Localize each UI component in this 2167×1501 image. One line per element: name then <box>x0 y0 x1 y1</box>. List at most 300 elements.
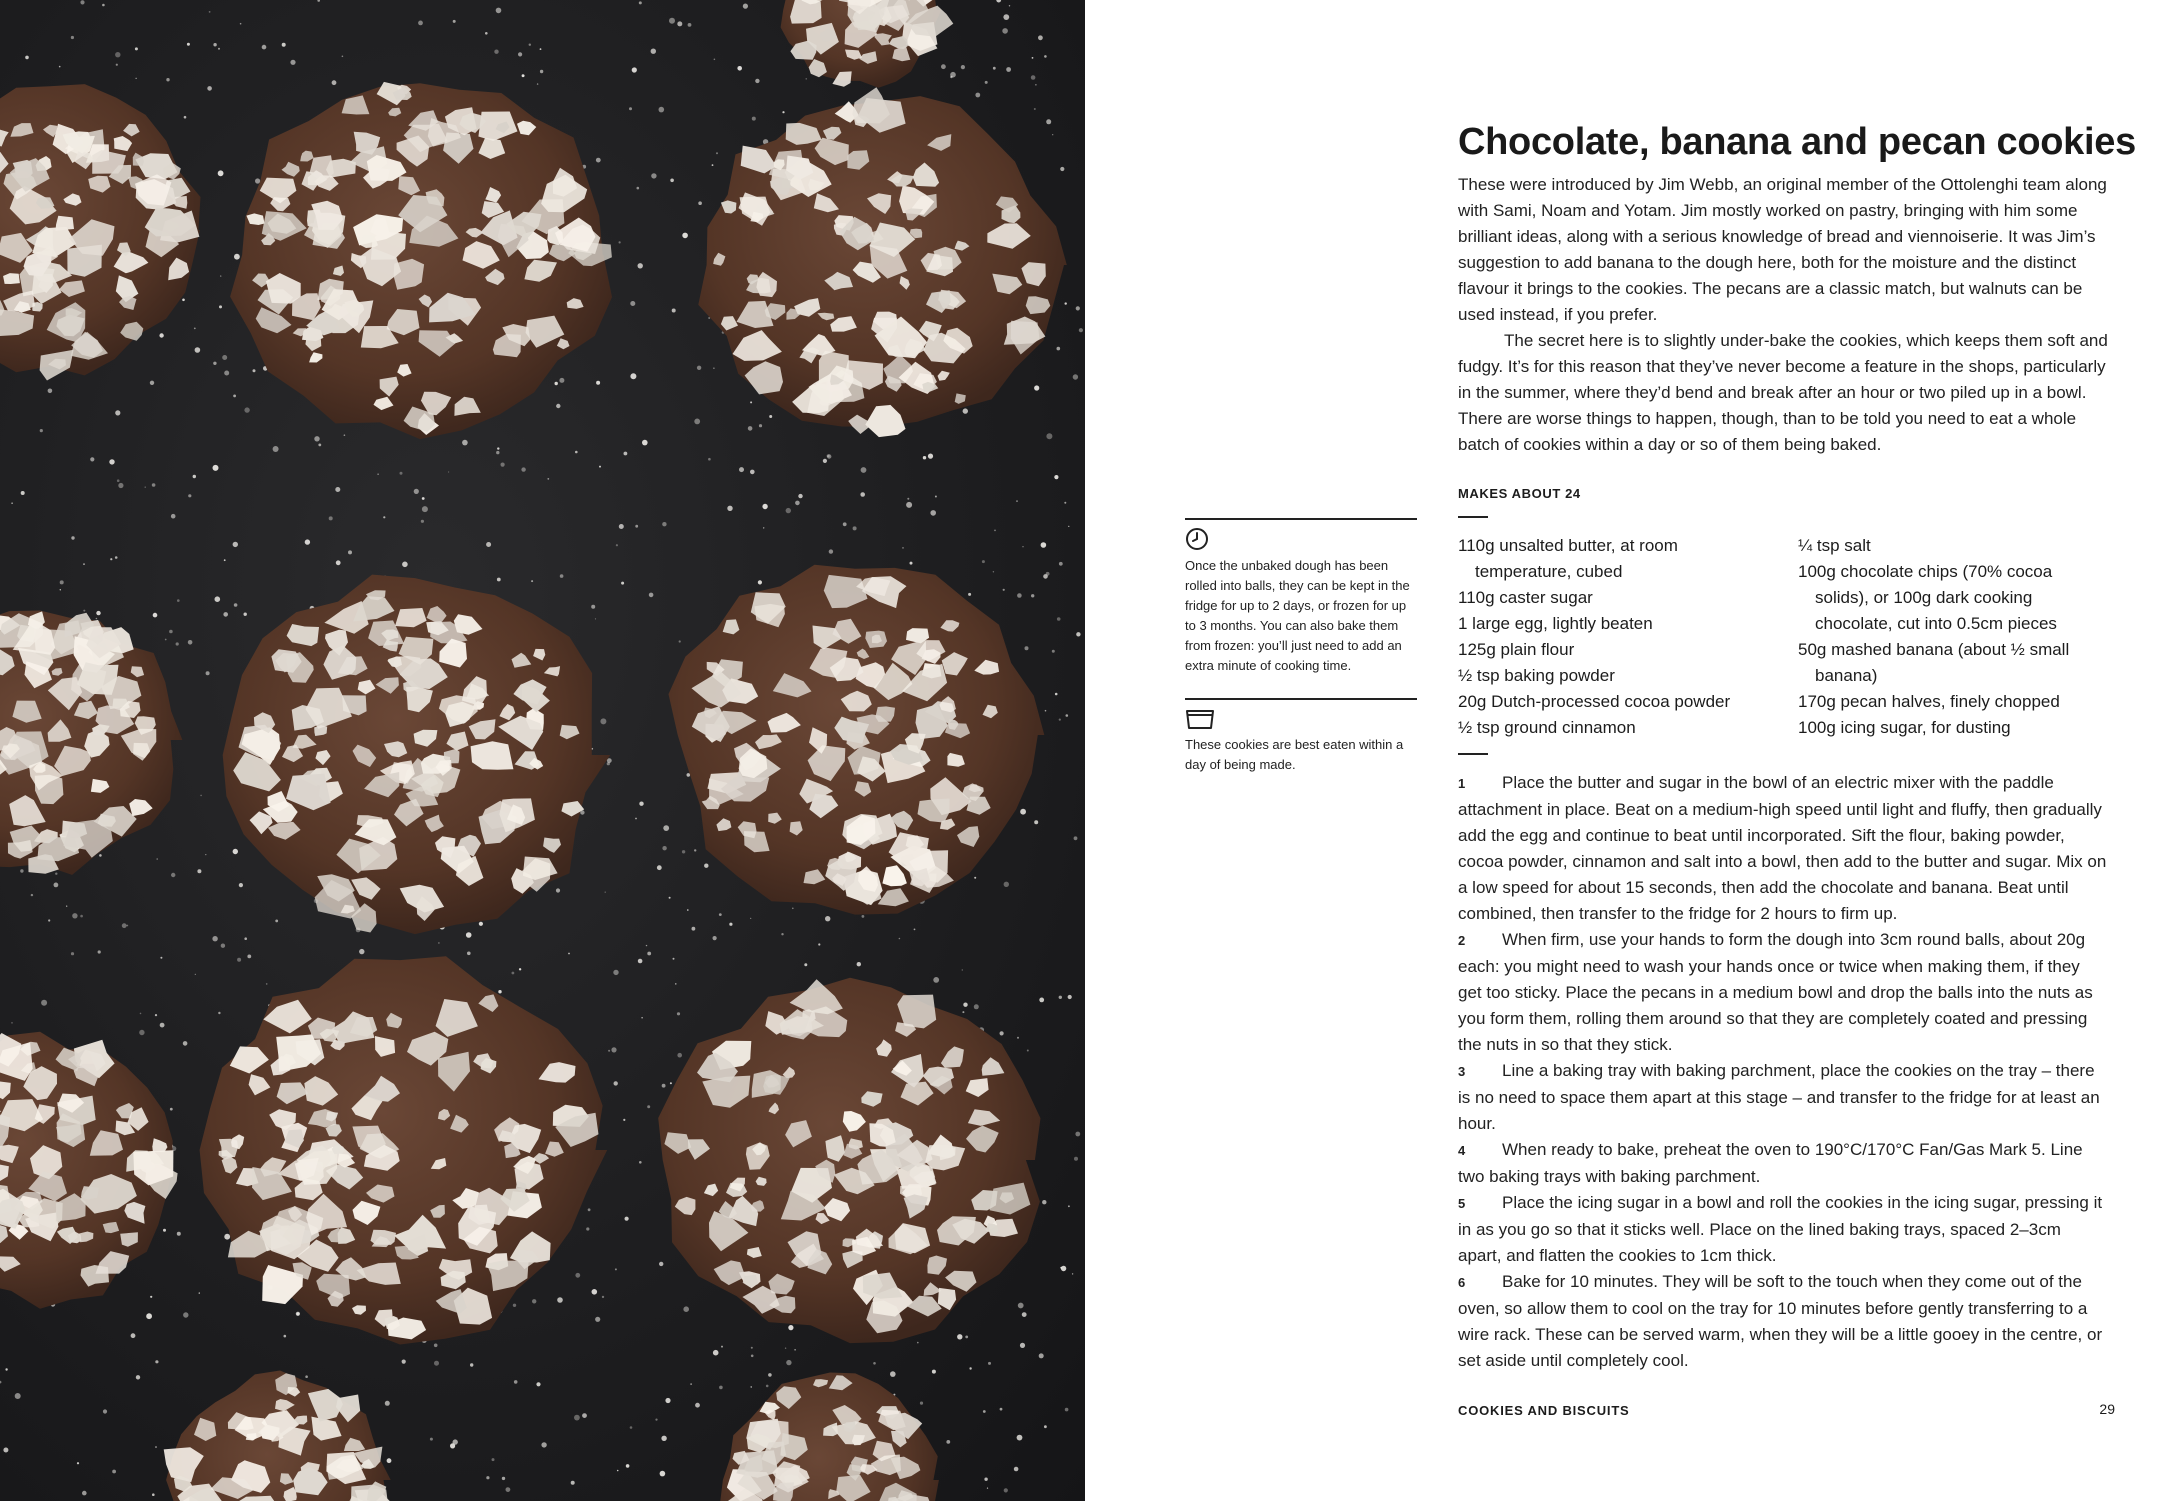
sugar-speck <box>853 526 857 530</box>
sugar-speck <box>5 1368 7 1370</box>
sugar-speck <box>697 366 701 370</box>
sugar-speck <box>522 74 525 77</box>
sugar-speck <box>568 953 570 955</box>
sugar-speck <box>621 582 624 585</box>
sugar-speck <box>1054 475 1058 479</box>
sugar-speck <box>305 539 310 544</box>
sugar-speck <box>462 440 468 446</box>
sugar-speck <box>695 1403 700 1408</box>
sugar-speck <box>737 66 742 71</box>
sugar-speck <box>630 301 635 306</box>
sugar-speck <box>1003 14 1009 20</box>
sugar-speck <box>1072 1273 1073 1274</box>
ingredient-item: ¼ tsp salt <box>1798 536 1871 555</box>
sugar-speck <box>126 925 128 927</box>
sugar-speck <box>556 404 560 408</box>
sugar-speck <box>206 671 210 675</box>
sugar-speck <box>794 1349 796 1351</box>
sugar-speck <box>25 56 29 60</box>
sugar-speck <box>547 478 549 480</box>
sugar-speck <box>962 969 963 970</box>
sugar-speck <box>647 952 651 956</box>
sugar-speck <box>662 1084 666 1088</box>
sugar-speck <box>751 1355 754 1358</box>
sugar-speck <box>1034 385 1039 390</box>
sugar-speck <box>708 458 711 461</box>
sugar-speck <box>804 963 807 966</box>
sugar-speck <box>1025 646 1029 650</box>
sugar-speck <box>223 612 228 617</box>
sugar-speck <box>1075 1132 1080 1137</box>
freshness-note: These cookies are best eaten within a day of being made. <box>1185 737 1404 772</box>
sugar-speck <box>983 1410 986 1413</box>
sugar-speck <box>512 972 515 975</box>
sugar-speck <box>453 1439 458 1444</box>
sugar-speck <box>592 1289 598 1295</box>
sugar-speck <box>135 47 138 50</box>
sugar-speck <box>159 333 163 337</box>
sugar-speck <box>41 1000 47 1006</box>
sugar-speck <box>957 1334 962 1339</box>
sugar-speck <box>297 1313 299 1315</box>
sugar-speck <box>917 1342 919 1344</box>
sugar-speck <box>660 1471 666 1477</box>
sugar-speck <box>586 1227 589 1230</box>
sugar-speck <box>1003 589 1005 591</box>
sugar-speck <box>713 936 717 940</box>
sugar-speck <box>638 263 643 268</box>
sugar-speck <box>694 849 696 851</box>
sugar-speck <box>556 888 560 892</box>
sugar-chunk <box>471 741 514 769</box>
sugar-speck <box>672 309 676 313</box>
sugar-speck <box>224 1234 230 1240</box>
sugar-speck <box>183 1312 188 1317</box>
sugar-speck <box>197 869 201 873</box>
sugar-speck <box>605 892 606 893</box>
sugar-speck <box>619 241 621 243</box>
sugar-speck <box>273 446 279 452</box>
sugar-speck <box>284 1335 287 1338</box>
sugar-speck <box>996 0 1001 3</box>
sugar-speck <box>582 1413 587 1418</box>
sugar-speck <box>669 897 671 899</box>
sugar-speck <box>994 530 996 532</box>
sugar-speck <box>984 1478 987 1481</box>
sugar-speck <box>169 630 173 634</box>
sugar-speck <box>625 1217 629 1221</box>
sugar-speck <box>683 1306 689 1312</box>
sugar-speck <box>213 362 216 365</box>
sugar-speck <box>595 618 596 619</box>
sugar-speck <box>336 560 341 565</box>
sugar-speck <box>639 1161 642 1164</box>
sugar-speck <box>619 524 624 529</box>
sugar-speck <box>156 858 158 860</box>
sugar-speck <box>825 916 830 921</box>
sugar-speck <box>1052 134 1053 135</box>
sugar-speck <box>930 510 936 516</box>
sugar-speck <box>377 474 378 475</box>
cookie <box>0 84 201 380</box>
sugar-speck <box>611 1047 616 1052</box>
sugar-speck <box>60 580 64 584</box>
sugar-speck <box>494 50 498 54</box>
sugar-speck <box>920 1402 923 1405</box>
sugar-speck <box>521 467 525 471</box>
sugar-speck <box>359 949 364 954</box>
sugar-speck <box>786 1360 791 1365</box>
sugar-speck <box>963 408 968 413</box>
sugar-speck <box>595 1317 600 1322</box>
sugar-speck <box>513 1304 516 1307</box>
sugar-speck <box>1042 1200 1046 1204</box>
sugar-speck <box>617 1470 619 1472</box>
sugar-speck <box>383 516 385 518</box>
sugar-speck <box>109 459 114 464</box>
ingredient-item: 100g icing sugar, for dusting <box>1798 718 2011 737</box>
sugar-speck <box>195 347 201 353</box>
recipe-page <box>1085 0 2167 1501</box>
sugar-speck <box>115 52 120 57</box>
sugar-speck <box>222 355 227 360</box>
sugar-speck <box>1074 836 1078 840</box>
sugar-speck <box>1027 1050 1029 1052</box>
step-text: Place the icing sugar in a bowl and roll the cookies in the icing sugar, pressing it in as you go so that it sticks well. Place on the lined baking trays, spaced 2–3cm apart, and flatten the cookies to 1cm thick. <box>1458 1193 2103 1265</box>
divider <box>1458 516 1488 518</box>
sugar-speck <box>329 516 333 520</box>
sugar-speck <box>657 865 662 870</box>
sugar-speck <box>66 906 67 907</box>
sugar-speck <box>659 1262 663 1266</box>
sugar-speck <box>183 1041 188 1046</box>
sugar-speck <box>629 107 632 110</box>
sugar-speck <box>318 444 321 447</box>
sugar-speck <box>244 407 249 412</box>
sugar-speck <box>221 944 225 948</box>
sugar-speck <box>560 574 564 578</box>
sugar-speck <box>829 549 833 553</box>
sugar-speck <box>540 70 543 73</box>
sugar-speck <box>785 1348 786 1349</box>
cookie-body <box>200 956 608 1344</box>
sugar-speck <box>48 919 50 921</box>
sugar-speck <box>599 466 601 468</box>
sugar-speck <box>188 494 191 497</box>
sugar-speck <box>519 968 521 970</box>
sugar-speck <box>140 1013 142 1015</box>
method-step <box>1458 1269 2108 1374</box>
sugar-speck <box>1017 593 1022 598</box>
sugar-speck <box>782 111 784 113</box>
sugar-speck <box>716 152 718 154</box>
sugar-speck <box>961 65 965 69</box>
sugar-speck <box>3 1448 8 1453</box>
sugar-speck <box>418 21 423 26</box>
sugar-speck <box>348 550 352 554</box>
sugar-speck <box>788 1325 793 1330</box>
sugar-speck <box>1076 306 1080 310</box>
sugar-speck <box>165 639 167 641</box>
sugar-speck <box>1045 710 1047 712</box>
sugar-speck <box>975 93 980 98</box>
sugar-speck <box>317 0 320 2</box>
sugar-speck <box>923 456 926 459</box>
sugar-speck <box>559 378 564 383</box>
sugar-speck <box>155 1446 157 1448</box>
step-text: Bake for 10 minutes. They will be soft to the touch when they come out of the oven, so allow them to cool on the tray for 10 minutes before gently transferring to a wire rack. These can be served warm, when they will be a little gooey in the centre, or set aside until completely cool. <box>1458 1272 2103 1370</box>
sugar-speck <box>661 1436 666 1441</box>
sugar-speck <box>806 78 807 79</box>
ingredient-item: 110g unsalted butter, at room temperature, cubed <box>1458 536 1678 581</box>
sugar-speck <box>213 43 216 46</box>
cookie-body <box>223 575 611 935</box>
sugar-speck <box>72 913 77 918</box>
sugar-speck <box>501 463 505 467</box>
sugar-speck <box>71 952 74 955</box>
sugar-speck <box>112 1470 116 1474</box>
sugar-speck <box>244 937 247 940</box>
cookie <box>164 1371 396 1501</box>
intro-paragraph: These were introduced by Jim Webb, an original member of the Ottolenghi team along with Sami, Noam and Yotam. Jim mostly worked on pastry, bringing with him some brilliant ideas, along with a serious knowledge of bread and viennoiserie. It was Jim’s suggestion to add banana to the dough here, both for the moisture and the distinct flavour it brings to the cookies. The pecans are a classic match, but walnuts can be used instead, if you prefer. <box>1458 175 2107 324</box>
sugar-speck <box>83 563 85 565</box>
sugar-speck <box>626 1464 630 1468</box>
sugar-speck <box>153 613 158 618</box>
sugar-speck <box>344 434 346 436</box>
sugar-speck <box>414 489 419 494</box>
sugar-speck <box>430 1438 433 1441</box>
ingredient-item: 20g Dutch-processed cocoa powder <box>1458 692 1731 711</box>
sugar-speck <box>55 873 57 875</box>
sugar-speck <box>575 1273 580 1278</box>
sugar-speck <box>1000 1408 1003 1411</box>
sugar-speck <box>752 117 756 121</box>
divider <box>1458 753 1488 755</box>
sugar-speck <box>818 943 820 945</box>
sugar-speck <box>1039 998 1044 1003</box>
sugar-speck <box>993 571 994 572</box>
sugar-speck <box>96 618 98 620</box>
sugar-speck <box>385 1401 390 1406</box>
ingredient-item: 50g mashed banana (about ½ small banana) <box>1798 640 2070 685</box>
sugar-speck <box>758 580 762 584</box>
sugar-speck <box>122 923 127 928</box>
sugar-speck <box>635 818 637 820</box>
sugar-speck <box>59 66 61 68</box>
sugar-speck <box>233 542 238 547</box>
sugar-speck <box>342 56 344 58</box>
sugar-speck <box>422 506 428 512</box>
step-text: Line a baking tray with baking parchment, place the cookies on the tray – there is no need to space them apart at this stage – and transfer to the fridge for at least an hour. <box>1458 1061 2100 1133</box>
sugar-speck <box>486 1476 489 1479</box>
sugar-speck <box>1002 28 1008 34</box>
sugar-speck <box>1057 617 1061 621</box>
sugar-speck <box>80 0 84 4</box>
sugar-speck <box>1041 542 1047 548</box>
sugar-speck <box>988 1362 991 1365</box>
intro-text <box>1458 172 2108 458</box>
sugar-speck <box>184 116 187 119</box>
sugar-speck <box>434 1361 439 1366</box>
ingredient-item: 170g pecan halves, finely chopped <box>1798 692 2060 711</box>
sugar-speck <box>659 107 665 113</box>
sugar-speck <box>262 45 267 50</box>
sugar-speck <box>485 32 488 35</box>
sugar-speck <box>687 909 689 911</box>
sugar-chunk <box>13 160 33 178</box>
sugar-speck <box>400 472 403 475</box>
sugar-speck <box>506 1487 511 1492</box>
sugar-speck <box>82 1491 87 1496</box>
cookie <box>658 978 1040 1343</box>
sugar-speck <box>136 78 137 79</box>
sugar-speck <box>1017 1037 1019 1039</box>
sugar-speck <box>969 1367 971 1369</box>
sugar-speck <box>496 451 499 454</box>
cookie <box>669 565 1045 915</box>
sugar-speck <box>193 475 196 478</box>
sugar-speck <box>614 1081 618 1085</box>
sugar-speck <box>635 525 638 528</box>
sugar-speck <box>768 1373 772 1377</box>
sugar-speck <box>1068 526 1069 527</box>
sugar-speck <box>117 479 120 482</box>
sugar-speck <box>1073 374 1078 379</box>
sugar-speck <box>1065 1408 1069 1412</box>
sugar-speck <box>743 4 748 9</box>
sugar-speck <box>1020 1343 1025 1348</box>
method-step <box>1458 1058 2108 1137</box>
sugar-speck <box>136 1375 140 1379</box>
cookie <box>200 956 608 1344</box>
sugar-speck <box>103 1409 107 1413</box>
sugar-speck <box>673 958 675 960</box>
sugar-speck <box>663 825 669 831</box>
sugar-speck <box>902 547 903 548</box>
sugar-speck <box>750 401 752 403</box>
sugar-speck <box>662 846 666 850</box>
sugar-speck <box>218 1012 220 1014</box>
sugar-speck <box>498 990 501 993</box>
sugar-speck <box>1057 347 1061 351</box>
sugar-speck <box>750 470 755 475</box>
sugar-speck <box>332 80 337 85</box>
sugar-speck <box>145 487 146 488</box>
sugar-speck <box>402 1360 406 1364</box>
sugar-speck <box>48 389 53 394</box>
sugar-speck <box>675 983 676 984</box>
sugar-speck <box>163 1229 166 1232</box>
sugar-speck <box>1000 1031 1004 1035</box>
sugar-speck <box>160 957 162 959</box>
sugar-speck <box>1060 1267 1062 1269</box>
sugar-speck <box>950 72 956 78</box>
sugar-speck <box>531 580 533 582</box>
sugar-speck <box>974 877 976 879</box>
sugar-speck <box>670 1082 672 1084</box>
cookie <box>223 575 611 935</box>
sugar-speck <box>497 447 499 449</box>
sugar-speck <box>40 429 43 432</box>
sugar-speck <box>750 918 751 919</box>
intro-paragraph: The secret here is to slightly under-bake the cookies, which keeps them soft and fudgy. It’s for this reason that they’ve never become a feature in the shops, particularly in the summer, where they’d bend and break after an hour or two piled up in a bowl. There are worse things to happen, though, than to be told you need to eat a whole batch of cookies within a day or so of them being baked. <box>1458 331 2108 454</box>
sugar-speck <box>453 20 456 23</box>
sugar-speck <box>219 305 222 308</box>
sugar-speck <box>1055 693 1058 696</box>
sugar-speck <box>712 164 714 166</box>
sugar-speck <box>422 497 425 500</box>
sugar-speck <box>748 426 753 431</box>
cookie <box>230 82 612 439</box>
sugar-speck <box>932 1370 936 1374</box>
sugar-speck <box>518 52 522 56</box>
sugar-speck <box>233 395 236 398</box>
sugar-speck <box>914 929 916 931</box>
sugar-speck <box>941 64 946 69</box>
step-text: Place the butter and sugar in the bowl of an electric mixer with the paddle attachment in place. Beat on a medium-high speed until light and fluffy, then gradually add the egg and continue to beat until incorporated. Sift the flour, baking powder, cocoa powder, cinnamon and salt into a bowl, then add to the butter and sugar. Mix on a low speed for about 15 seconds, then add the chocolate and banana. Beat until combined, then transfer to the fridge for 2 hours to firm up. <box>1458 773 2107 923</box>
sugar-speck <box>1044 1425 1047 1428</box>
sugar-speck <box>502 1477 505 1480</box>
sugar-speck <box>496 8 502 14</box>
sugar-speck <box>963 1003 967 1007</box>
sugar-speck <box>421 520 424 523</box>
sugar-speck <box>207 86 212 91</box>
sugar-speck <box>314 436 319 441</box>
sugar-speck <box>266 983 268 985</box>
note-divider <box>1185 698 1417 700</box>
sugar-speck <box>199 1292 200 1293</box>
sugar-speck <box>224 559 226 561</box>
sugar-speck <box>860 492 865 497</box>
sugar-speck <box>532 1299 536 1303</box>
sugar-speck <box>616 544 618 546</box>
sugar-speck <box>15 1393 21 1399</box>
sugar-speck <box>479 922 483 926</box>
sugar-speck <box>575 451 578 454</box>
ingredient-item: ½ tsp baking powder <box>1458 666 1615 685</box>
sugar-speck <box>769 415 772 418</box>
sugar-speck <box>719 1386 723 1390</box>
sugar-speck <box>171 514 176 519</box>
sugar-speck <box>240 23 242 25</box>
sugar-speck <box>574 1415 580 1421</box>
sugar-speck <box>739 467 744 472</box>
sugar-speck <box>492 1458 495 1461</box>
sugar-speck <box>862 915 865 918</box>
sugar-speck <box>139 1030 144 1035</box>
sugar-speck <box>843 522 847 526</box>
sugar-speck <box>224 371 229 376</box>
sugar-speck <box>253 369 256 372</box>
sugar-speck <box>677 1053 682 1058</box>
sugar-speck <box>906 502 912 508</box>
sugar-speck <box>160 1023 165 1028</box>
cookie <box>0 1032 178 1309</box>
sugar-speck <box>641 1017 642 1018</box>
cookie-body <box>658 978 1040 1343</box>
sugar-speck <box>1031 594 1034 597</box>
storage-note: Once the unbaked dough has been rolled into balls, they can be kept in the fridge for up to 2 days, or frozen for up to 3 months. You can also bake them from frozen: you’ll just need to add an extra minute of cooking time. <box>1185 558 1410 673</box>
ingredients-list-left <box>1458 533 1778 741</box>
sugar-speck <box>213 465 219 471</box>
sugar-speck <box>623 1119 625 1121</box>
sugar-speck <box>247 955 251 959</box>
sugar-speck <box>1064 502 1066 504</box>
sugar-speck <box>987 1488 988 1489</box>
sugar-speck <box>786 508 791 513</box>
sugar-speck <box>194 328 196 330</box>
sugar-speck <box>1034 108 1036 110</box>
